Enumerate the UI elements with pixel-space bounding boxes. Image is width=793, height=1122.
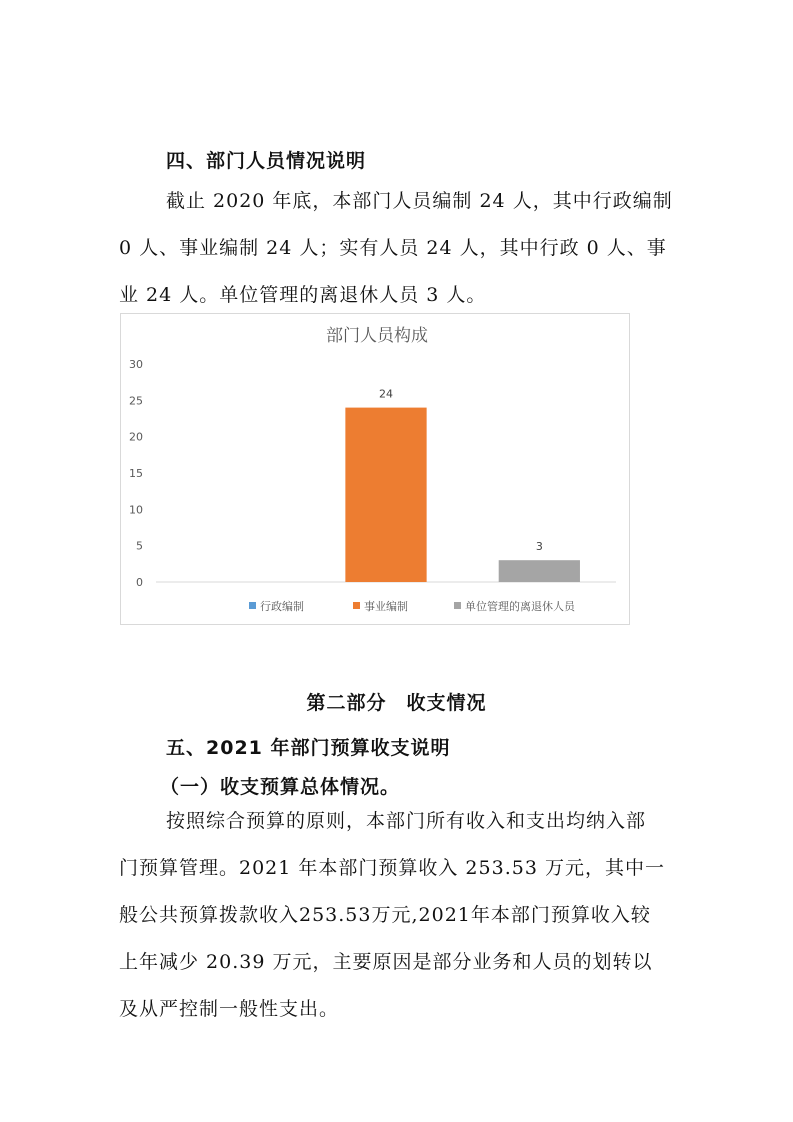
y-tick-label: 10 bbox=[129, 503, 143, 517]
paragraph-line: 及从严控制一般性支出。 bbox=[119, 998, 340, 1020]
paragraph-line: 按照综合预算的原则，本部门所有收入和支出均纳入部 bbox=[166, 810, 647, 832]
part-2-title: 第二部分 收支情况 bbox=[306, 692, 487, 714]
paragraph-line: 门预算管理。2021 年本部门预算收入 253.53 万元，其中一 bbox=[119, 857, 665, 879]
chart-title: 部门人员构成 bbox=[326, 326, 428, 346]
section-5-subheading: （一）收支预算总体情况。 bbox=[160, 776, 401, 798]
legend-label: 事业编制 bbox=[364, 600, 408, 613]
section-4-paragraph bbox=[119, 178, 672, 319]
paragraph-line: 截止 2020 年底，本部门人员编制 24 人，其中行政编制 bbox=[166, 190, 673, 212]
y-tick-label: 15 bbox=[129, 467, 143, 480]
y-tick-label: 0 bbox=[136, 576, 143, 589]
section-4-heading: 四、部门人员情况说明 bbox=[166, 150, 367, 172]
data-label: 24 bbox=[379, 387, 393, 401]
legend-swatch bbox=[454, 602, 461, 609]
legend-swatch bbox=[249, 602, 256, 609]
paragraph-line: 0 人、事业编制 24 人；实有人员 24 人，其中行政 0 人、事 bbox=[119, 237, 667, 259]
section-5-heading: 五、2021 年部门预算收支说明 bbox=[166, 737, 451, 759]
y-tick-label: 20 bbox=[129, 430, 143, 444]
paragraph-line: 般公共预算拨款收入253.53万元,2021年本部门预算收入较 bbox=[119, 904, 651, 926]
chart-svg bbox=[121, 314, 629, 624]
section-5-paragraph bbox=[119, 798, 672, 1033]
y-tick-label: 30 bbox=[129, 358, 143, 371]
legend-swatch bbox=[353, 602, 360, 609]
data-label: 3 bbox=[535, 540, 543, 554]
paragraph-line: 业 24 人。单位管理的离退休人员 3 人。 bbox=[119, 284, 487, 306]
y-tick-label: 25 bbox=[129, 394, 143, 408]
personnel-composition-chart bbox=[120, 313, 630, 625]
legend-label: 单位管理的离退休人员 bbox=[465, 600, 575, 613]
paragraph-line: 上年减少 20.39 万元，主要原因是部分业务和人员的划转以 bbox=[119, 951, 653, 973]
bar-2 bbox=[345, 408, 426, 582]
y-tick-label: 5 bbox=[136, 539, 143, 553]
bar-3 bbox=[499, 560, 580, 582]
legend-label: 行政编制 bbox=[260, 600, 304, 613]
